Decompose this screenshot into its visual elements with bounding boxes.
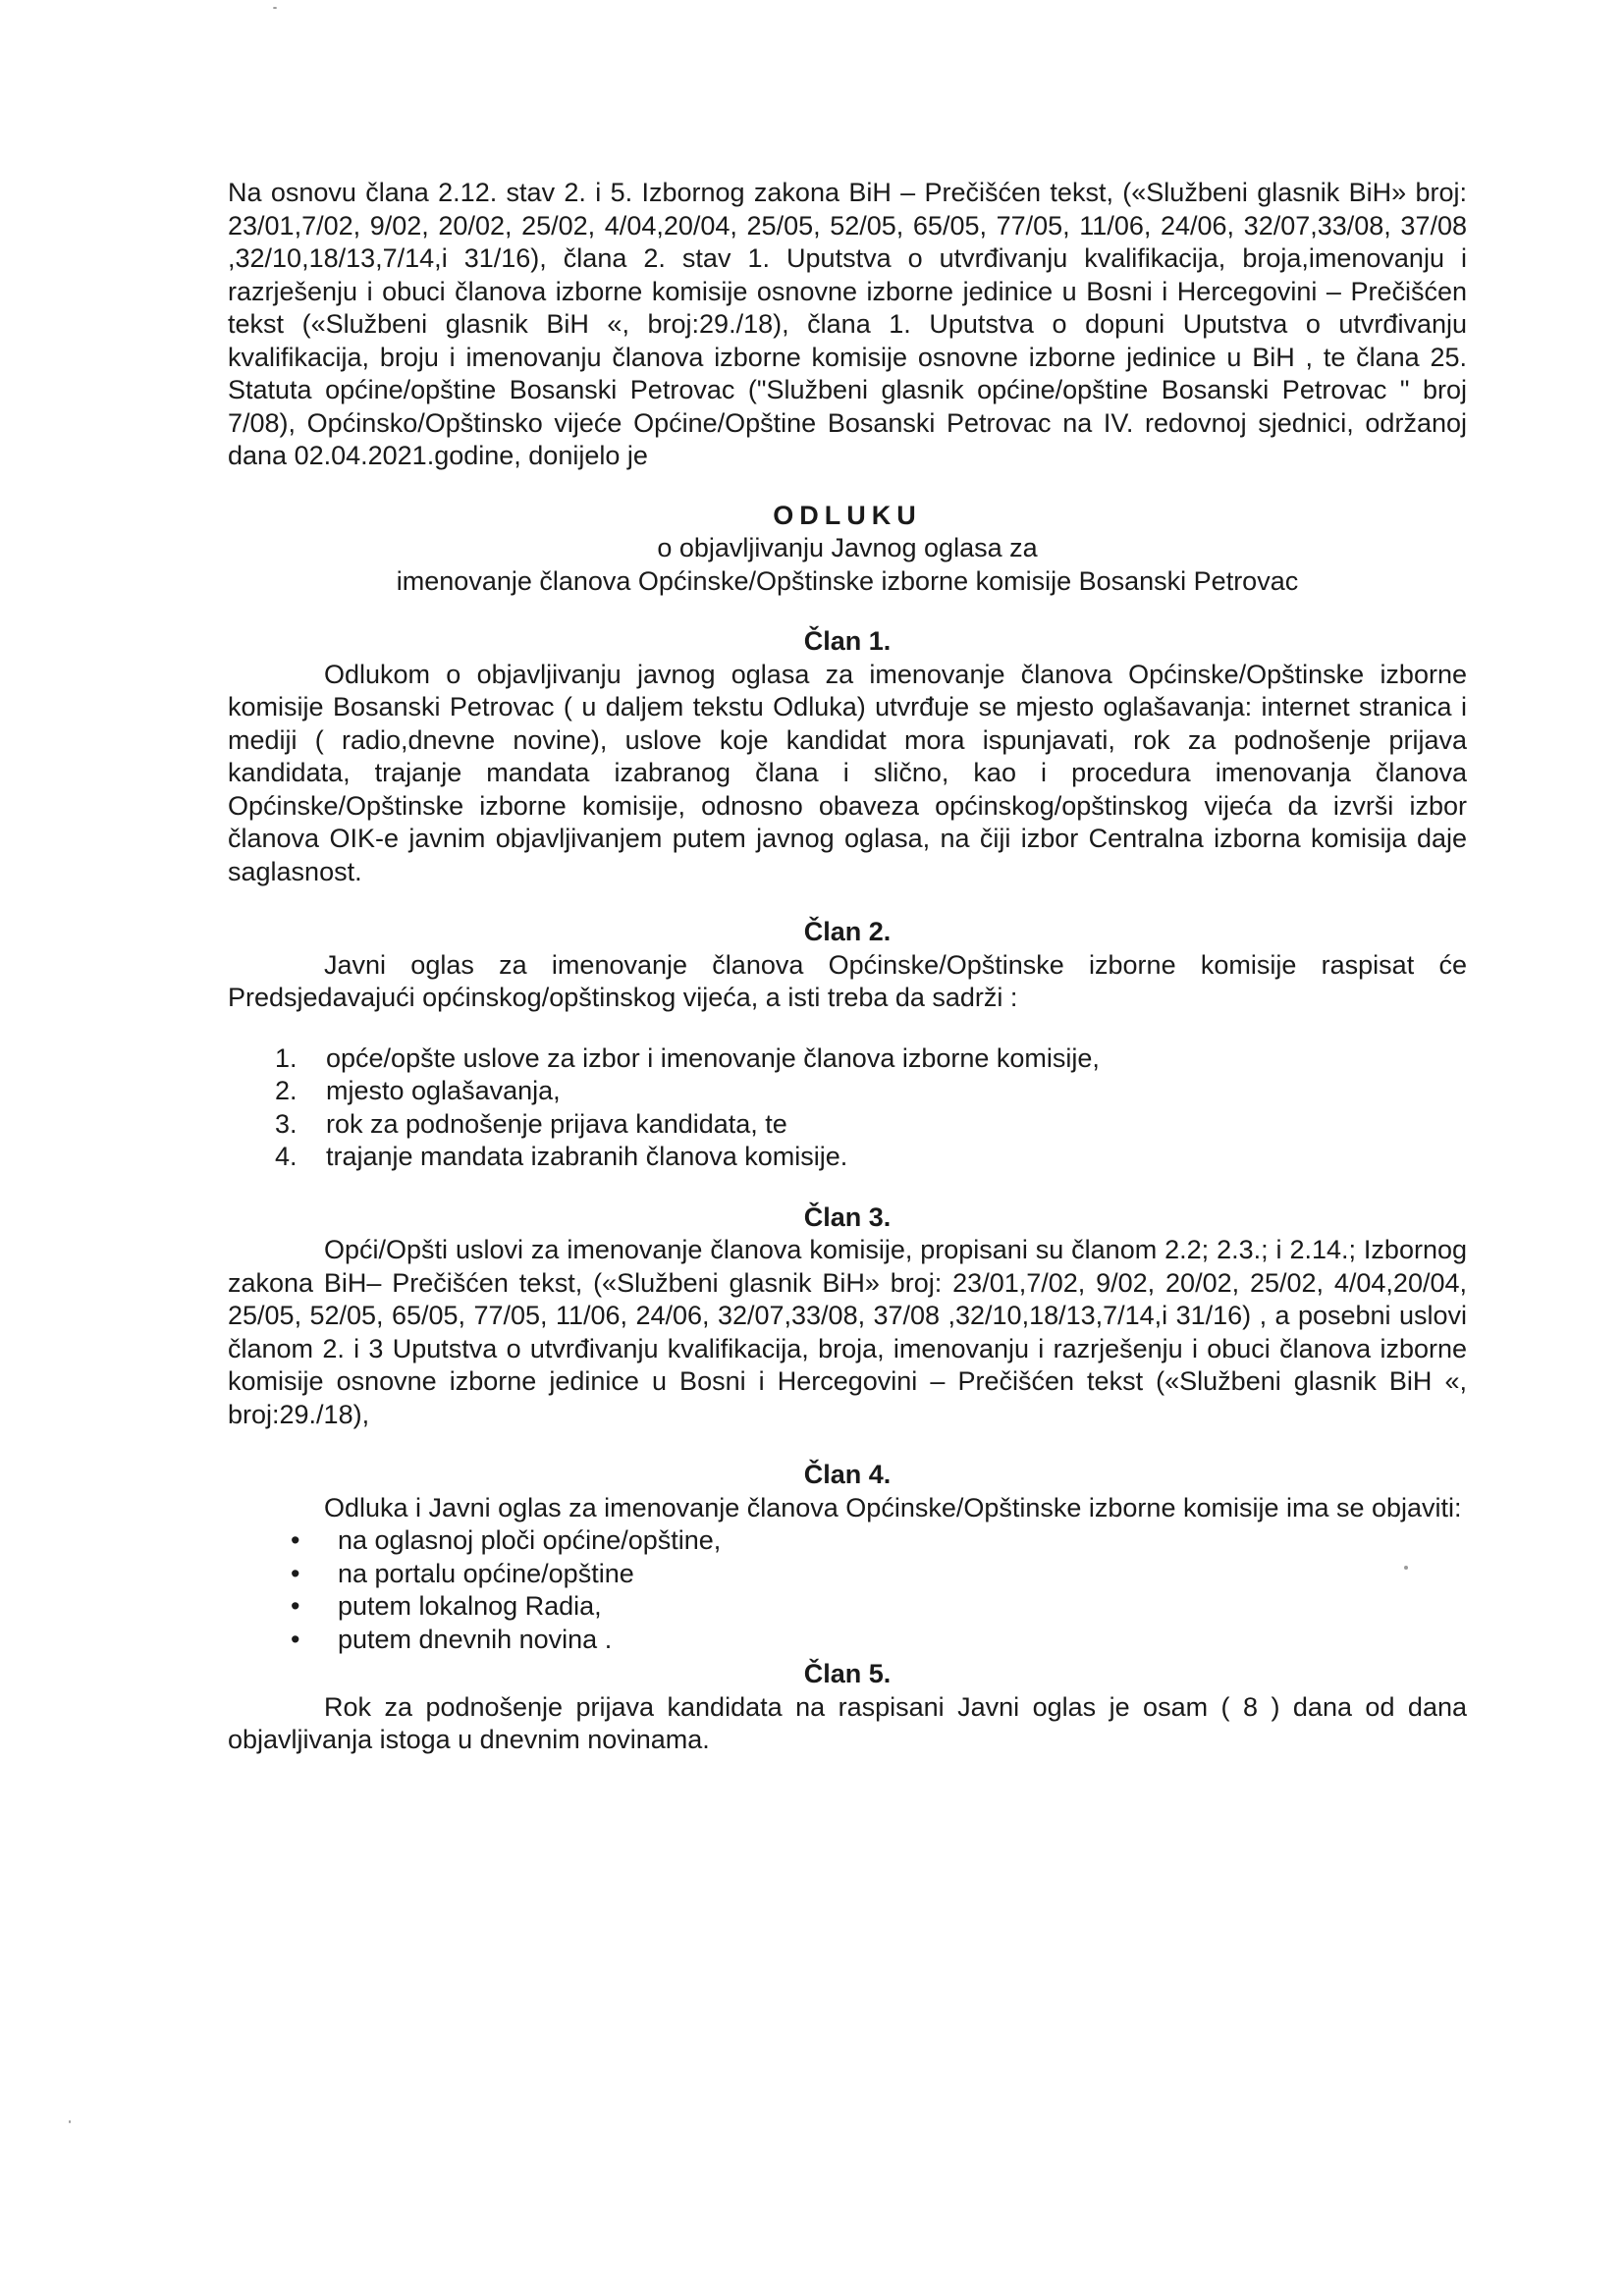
list-item-text: opće/opšte uslove za izbor i imenovanje članova izborne komisije, bbox=[326, 1042, 1100, 1073]
list-number: 1. bbox=[275, 1042, 298, 1073]
article-4-bullet-list bbox=[228, 1524, 1467, 1656]
document-subtitle-line-1: o objavljivanju Javnog oglasa za bbox=[657, 533, 1038, 562]
article-4-text: Odluka i Javni oglas za imenovanje članova Općinske/Opštinske izborne komisije ima se objaviti: bbox=[324, 1492, 1462, 1522]
bullet-dot-icon: • bbox=[291, 1591, 300, 1621]
bullet-dot-icon: • bbox=[291, 1525, 300, 1555]
list-number: 4. bbox=[275, 1142, 298, 1171]
article-4-heading: Član 4. bbox=[803, 1460, 892, 1489]
article-5-text: Rok za podnošenje prijava kandidata na raspisani Javni oglas je osam ( 8 ) dana od dana objavljivanja istoga u dnevnim novinama. bbox=[228, 1691, 1467, 1754]
article-1-heading: Član 1. bbox=[803, 626, 892, 656]
bullet-item-text: putem lokalnog Radia, bbox=[338, 1591, 602, 1621]
article-3-text: Opći/Opšti uslovi za imenovanje članova komisije, propisani su članom 2.2; 2.3.; i 2.14.; Izbornog zakona BiH– Prečišćen tekst, («Službeni glasnik BiH» broj: 23/01,7/02, 9/02, 20/02, 25/02, 4/04,20/04, 25/05, 52/05, 65/05, 77/05, 11/06, 24/06, 32/07,33/08, 37/08 ,32/10,18/13,7/14,i 31/16) , a posebni uslovi članom 2. i 3 Uputstva o utvrđivanju kvalifikacija, broja, imenovanju i razrješenju i obuci članova izborne komisije osnovne izborne jedinice u Bosni i Hercegovini – Prečišćen tekst («Službeni glasnik BiH «, broj:29./18), bbox=[228, 1235, 1467, 1429]
article-2-heading: Član 2. bbox=[803, 917, 892, 946]
bullet-item bbox=[228, 1524, 1467, 1558]
list-item bbox=[228, 1075, 1467, 1108]
bullet-item-text: na oglasnoj ploči općine/opštine, bbox=[338, 1525, 722, 1555]
list-item bbox=[228, 1108, 1467, 1142]
article-3-heading: Član 3. bbox=[803, 1201, 892, 1232]
bullet-item bbox=[228, 1624, 1467, 1657]
scan-speck bbox=[69, 2120, 71, 2123]
bullet-dot-icon: • bbox=[291, 1558, 300, 1588]
list-item-text: trajanje mandata izabranih članova komisije. bbox=[326, 1142, 848, 1171]
document-subtitle-line-2: imenovanje članova Općinske/Opštinske izborne komisije Bosanski Petrovac bbox=[396, 565, 1299, 596]
bullet-item-text: na portalu općine/opštine bbox=[338, 1558, 634, 1588]
article-2-text: Javni oglas za imenovanje članova Općinske/Opštinske izborne komisije raspisat će Predsjedavajući općinskog/opštinskog vijeća, a isti treba da sadrži : bbox=[228, 949, 1467, 1012]
bullet-item bbox=[228, 1558, 1467, 1591]
list-item bbox=[228, 1141, 1467, 1174]
document-title: ODLUKU bbox=[773, 500, 922, 530]
intro-paragraph: Na osnovu člana 2.12. stav 2. i 5. Izbornog zakona BiH – Prečišćen tekst, («Službeni glasnik BiH» broj: 23/01,7/02, 9/02, 20/02, 25/02, 4/04,20/04, 25/05, 52/05, 65/05, 77/05, 11/06, 24/06, 32/07,33/08, 37/08 ,32/10,18/13,7/14,i 31/16), člana 2. stav 1. Uputstva o utvrđivanju kvalifikacija, broja,imenovanju i razrješenju i obuci članova izborne komisije osnovne izborne jedinice u Bosni i Hercegovini – Prečišćen tekst («Službeni glasnik BiH «, broj:29./18), člana 1. Uputstva o dopuni Uputstva o utvrđivanju kvalifikacija, broju i imenovanju članova izborne komisije osnovne izborne jedinice u BiH , te člana 25. Statuta općine/opštine Bosanski Petrovac ("Službeni glasnik općine/opštine Bosanski Petrovac " broj 7/08), Općinsko/Opštinsko vijeće Općine/Opštine Bosanski Petrovac na IV. redovnoj sjednici, održanoj dana 02.04.2021.godine, donijelo je bbox=[228, 178, 1467, 470]
scan-speck bbox=[273, 7, 277, 9]
list-item bbox=[228, 1042, 1467, 1076]
bullet-item-text: putem dnevnih novina . bbox=[338, 1624, 613, 1654]
article-2-list bbox=[228, 1042, 1467, 1174]
list-number: 2. bbox=[275, 1076, 298, 1105]
list-item-text: rok za podnošenje prijava kandidata, te bbox=[326, 1108, 787, 1139]
article-5-heading: Član 5. bbox=[803, 1659, 892, 1688]
bullet-item bbox=[228, 1590, 1467, 1624]
list-number: 3. bbox=[275, 1108, 298, 1139]
bullet-dot-icon: • bbox=[291, 1624, 300, 1654]
document-body bbox=[228, 177, 1467, 1757]
article-1-text: Odlukom o objavljivanju javnog oglasa za imenovanje članova Općinske/Opštinske izborne komisije Bosanski Petrovac ( u daljem tekstu Odluka) utvrđuje se mjesto oglašavanja: internet stranica i mediji ( radio,dnevne novine), uslove koje kandidat mora ispunjavati, rok za podnošenje prijava kandidata, trajanje mandata izabranog člana i slično, kao i procedura imenovanja članova Općinske/Opštinske izborne komisije, odnosno obaveza općinskog/opštinskog vijeća da izvrši izbor članova OIK-e javnim objavljivanjem putem javnog oglasa, na čiji izbor Centralna izborna komisija daje saglasnost. bbox=[228, 659, 1467, 886]
list-item-text: mjesto oglašavanja, bbox=[326, 1076, 561, 1105]
